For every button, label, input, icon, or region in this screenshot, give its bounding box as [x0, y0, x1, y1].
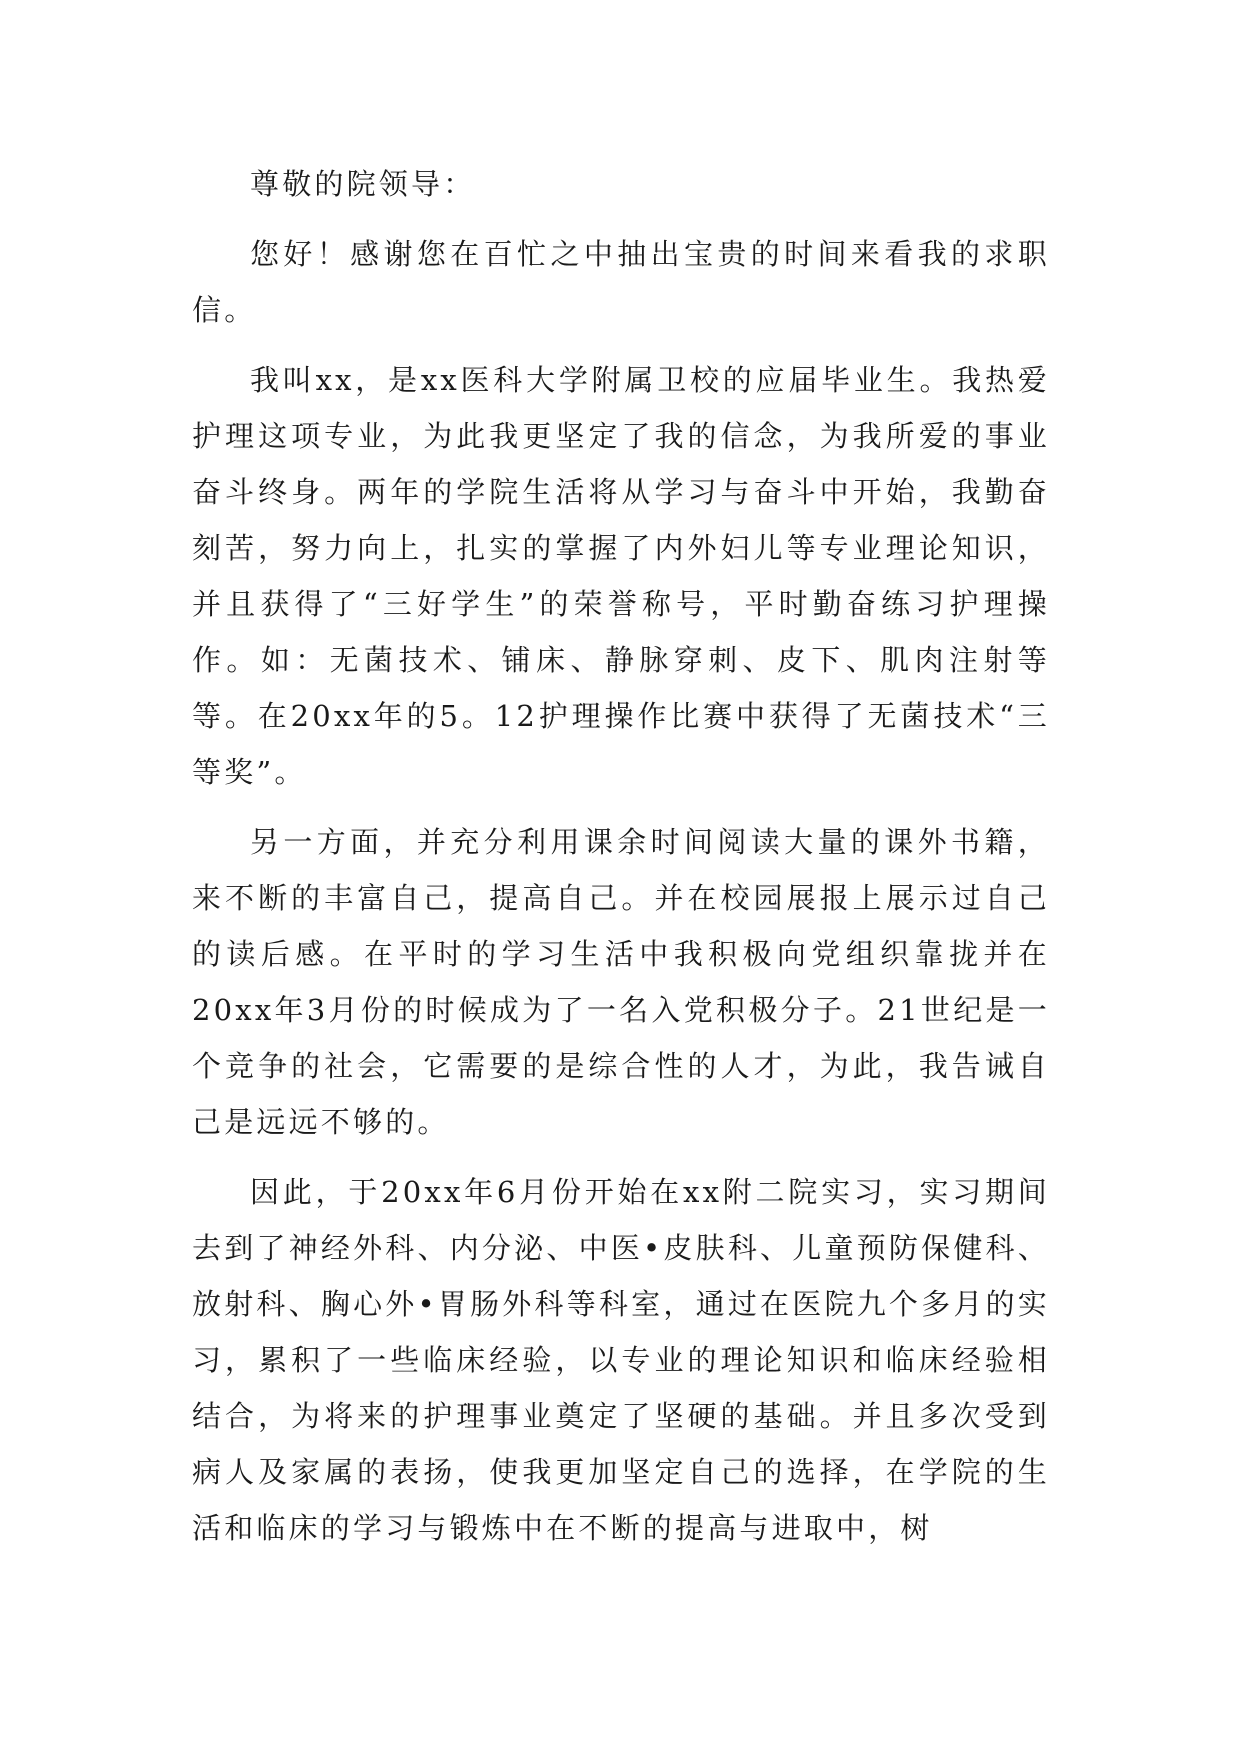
paragraph-introduction: 我叫xx，是xx医科大学附属卫校的应届毕业生。我热爱护理这项专业，为此我更坚定了我的信念，为我所爱的事业奋斗终身。两年的学院生活将从学习与奋斗中开始，我勤奋刻苦，努力向上，扎实的掌握了内外妇儿等专业理论知识，并且获得了“三好学生”的荣誉称号，平时勤奋练习护理操作。如：无菌技术、铺床、静脉穿刺、皮下、肌肉注射等等。在20xx年的5。12护理操作比赛中获得了无菌技术“三等奖”。: [192, 363, 1050, 789]
paragraph-extracurricular: 另一方面，并充分利用课余时间阅读大量的课外书籍，来不断的丰富自己，提高自己。并在校园展报上展示过自己的读后感。在平时的学习生活中我积极向党组织靠拢并在20xx年3月份的时候成为了一名入党积极分子。21世纪是一个竞争的社会，它需要的是综合性的人才，为此，我告诫自己是远远不够的。: [192, 825, 1050, 1139]
paragraph-internship: 因此，于20xx年6月份开始在xx附二院实习，实习期间去到了神经外科、内分泌、中医•皮肤科、儿童预防保健科、放射科、胸心外•胃肠外科等科室，通过在医院九个多月的实习，累积了一些临床经验，以专业的理论知识和临床经验相结合，为将来的护理事业奠定了坚硬的基础。并且多次受到病人及家属的表扬，使我更加坚定自己的选择，在学院的生活和临床的学习与锻炼中在不断的提高与进取中，树: [192, 1175, 1050, 1545]
paragraph-greeting: 您好！感谢您在百忙之中抽出宝贵的时间来看我的求职信。: [192, 237, 1050, 327]
salutation: 尊敬的院领导：: [250, 167, 476, 201]
letter-body: [192, 156, 1050, 1570]
